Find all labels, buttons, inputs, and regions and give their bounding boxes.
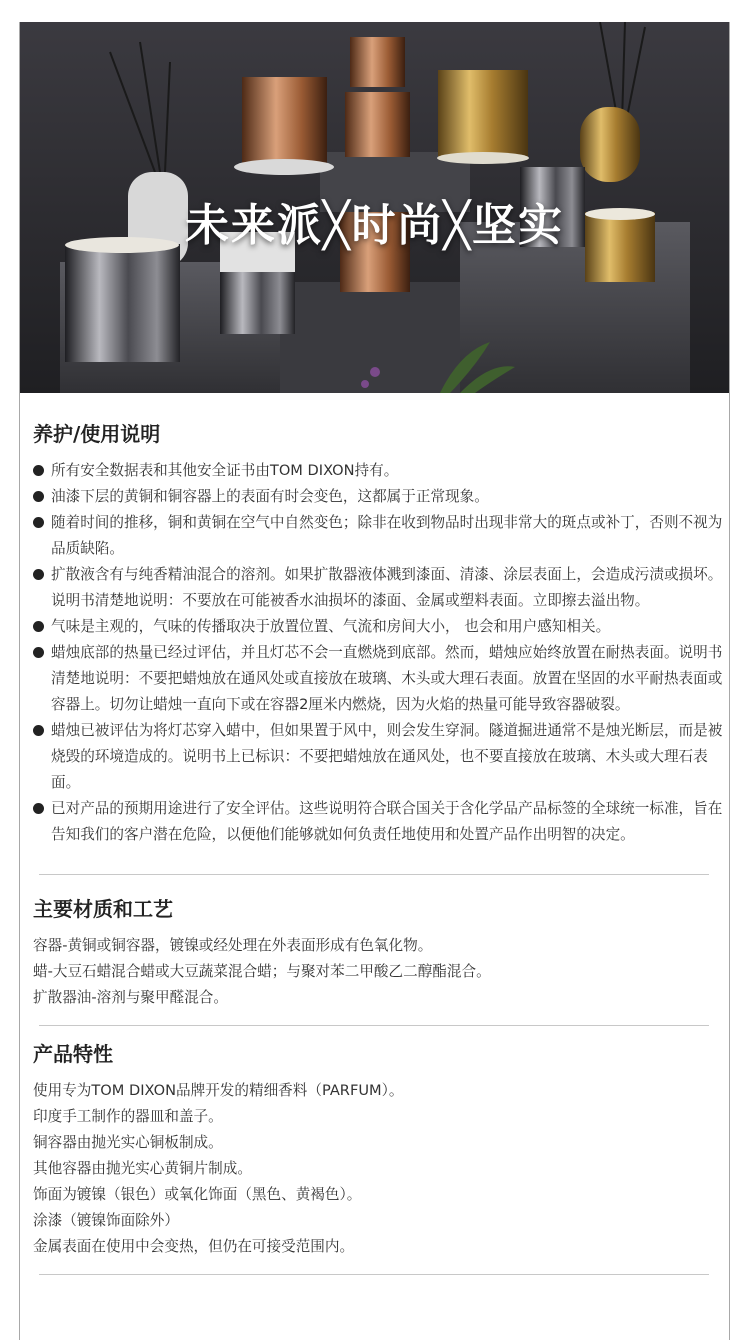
page-frame-right [729,22,730,1340]
list-item [33,458,723,484]
gold-diffuser [580,107,640,182]
bullet-icon [33,725,44,736]
list-item-text: 扩散液含有与纯香精油混合的溶剂。如果扩散器液体溅到漆面、清漆、涂层表面上，会造成污渍或损坏。说明书清楚地说明：不要放在可能被香水油损坏的漆面、金属或塑料表面。立即擦去溢出物。 [51,566,723,609]
list-item [33,718,723,796]
list-item: 容器-黄铜或铜容器，镀镍或经处理在外表面形成有色氧化物。 [33,937,433,954]
list-item-text: 油漆下层的黄铜和铜容器上的表面有时会变色，这都属于正常现象。 [51,488,489,505]
list-item [33,640,723,718]
copper-diffuser [345,92,410,157]
features-section [33,1040,723,1260]
list-item-text: 所有安全数据表和其他安全证书由TOM DIXON持有。 [51,462,399,479]
list-item: 金属表面在使用中会变热，但仍在可接受范围内。 [33,1238,355,1255]
care-section-title: 养护/使用说明 [33,422,161,446]
materials-section [33,895,723,1011]
bullet-icon [33,621,44,632]
copper-candle [350,37,405,87]
list-item-text: 已对产品的预期用途进行了安全评估。这些说明符合联合国关于含化学品产品标签的全球统一标准，旨在告知我们的客户潜在危险，以便他们能够就如何负责任地使用和处置产品作出明智的决定。 [51,800,723,843]
list-item [33,562,723,614]
section-divider [39,874,709,875]
materials-list [33,933,723,1011]
list-item-text: 气味是主观的，气味的传播取决于放置位置、气流和房间大小， 也会和用户感知相关。 [51,618,611,635]
list-item: 其他容器由抛光实心黄铜片制成。 [33,1160,252,1177]
care-section [33,420,723,848]
list-item [33,796,723,848]
hero-banner [20,22,729,393]
list-item-text: 随着时间的推移，铜和黄铜在空气中自然变色；除非在收到物品时出现非常大的斑点或补丁，否则不视为品质缺陷。 [51,514,723,557]
gold-candle [438,70,528,158]
list-item: 饰面为镀镍（银色）或氧化饰面（黑色、黄褐色）。 [33,1186,362,1203]
bullet-icon [33,465,44,476]
section-divider [39,1025,709,1026]
bullet-icon [33,647,44,658]
white-candle [220,272,295,334]
features-section-title: 产品特性 [33,1042,113,1066]
chrome-candle [65,244,180,362]
section-divider [39,1274,709,1275]
bullet-icon [33,569,44,580]
list-item: 蜡-大豆石蜡混合蜡或大豆蔬菜混合蜡；与聚对苯二甲酸乙二醇酯混合。 [33,963,491,980]
banner-title: 未来派╳时尚╳坚实 [185,200,564,251]
list-item-text: 蜡烛已被评估为将灯芯穿入蜡中，但如果置于风中，则会发生穿洞。隧道掘进通常不是烛光断层，而是被烧毁的环境造成的。说明书上已标识：不要把蜡烛放在通风处，也不要直接放在玻璃、木头或大理石表面。 [51,722,723,791]
list-item [33,510,723,562]
list-item: 扩散器油-溶剂与聚甲醛混合。 [33,989,228,1006]
list-item: 印度手工制作的器皿和盖子。 [33,1108,223,1125]
copper-candle [242,77,327,165]
bullet-icon [33,803,44,814]
list-item: 铜容器由抛光实心铜板制成。 [33,1134,223,1151]
materials-section-title: 主要材质和工艺 [33,897,173,921]
list-item [33,614,723,640]
bullet-icon [33,517,44,528]
features-list [33,1078,723,1260]
list-item-text: 蜡烛底部的热量已经过评估，并且灯芯不会一直燃烧到底部。然而，蜡烛应始终放置在耐热表面。说明书清楚地说明：不要把蜡烛放在通风处或直接放在玻璃、木头或大理石表面。放置在坚固的水平耐热表面或容器上。切勿让蜡烛一直向下或在容器2厘米内燃烧，因为火焰的热量可能导致容器破裂。 [51,644,723,713]
bullet-icon [33,491,44,502]
list-item: 使用专为TOM DIXON品牌开发的精细香料（PARFUM）。 [33,1082,404,1099]
care-list [33,458,723,848]
list-item: 涂漆（镀镍饰面除外） [33,1212,179,1229]
list-item [33,484,723,510]
content-area [33,420,723,1275]
